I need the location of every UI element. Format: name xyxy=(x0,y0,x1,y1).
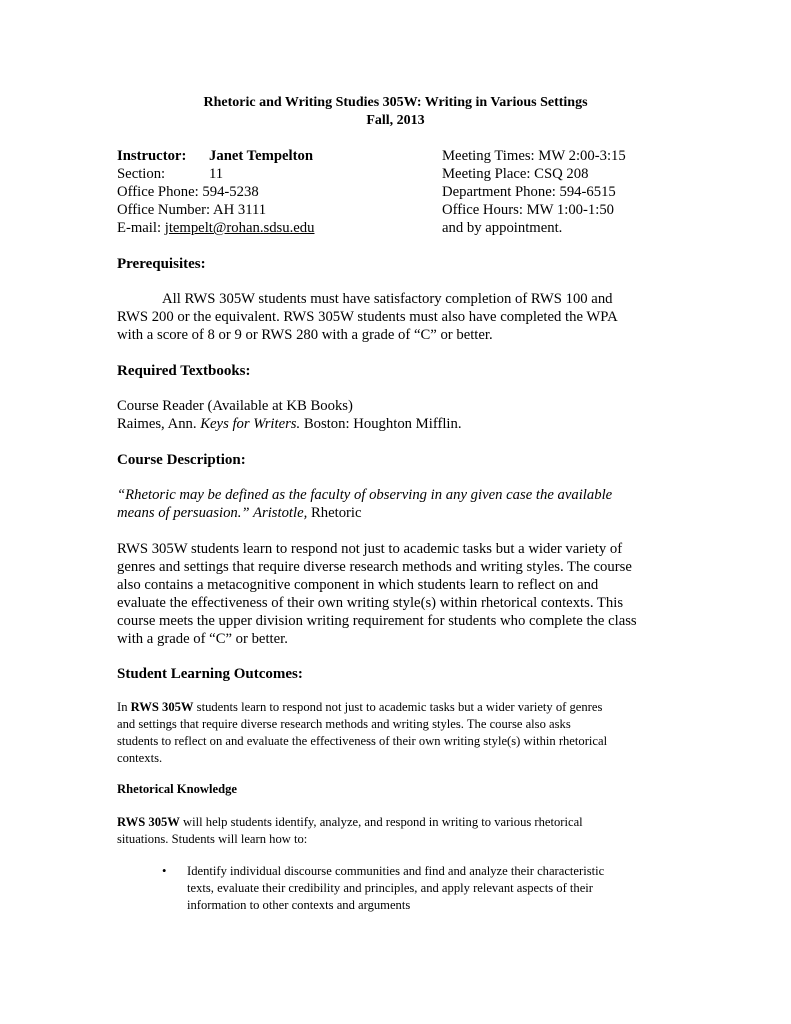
quote-line-2 xyxy=(117,504,362,522)
description-line-2: genres and settings that require diverse research methods and writing styles. The course xyxy=(117,559,632,575)
meeting-times: Meeting Times: MW 2:00-3:15 xyxy=(442,148,626,164)
textbooks-heading: Required Textbooks: xyxy=(117,363,251,379)
office-phone: Office Phone: 594-5238 xyxy=(117,184,259,200)
rhetorical-rest: will help students identify, analyze, and respond in writing to various rhetorical xyxy=(179,815,583,829)
email-row xyxy=(117,219,315,237)
document-title: Rhetoric and Writing Studies 305W: Writing in Various Settings xyxy=(203,95,588,110)
info-left xyxy=(117,147,315,237)
description-line-3: also contains a metacognitive component in which students learn to reflect on and xyxy=(117,577,599,593)
prerequisites-line-3: with a score of 8 or 9 or RWS 280 with a grade of “C” or better. xyxy=(117,327,493,343)
bullet-icon: • xyxy=(162,864,167,878)
section-row xyxy=(117,165,315,183)
textbook-author: Raimes, Ann. xyxy=(117,416,201,432)
instructor-label: Instructor: xyxy=(117,148,187,164)
quote-text: means of persuasion.” Aristotle, xyxy=(117,505,308,521)
document-term: Fall, 2013 xyxy=(366,113,425,128)
textbook-title: Keys for Writers. xyxy=(200,416,301,432)
rhetorical-line-1 xyxy=(117,814,583,831)
textbook-raimes xyxy=(117,415,462,433)
outcomes-line-1 xyxy=(117,699,602,716)
outcomes-line-3: students to reflect on and evaluate the effectiveness of their own writing style(s) within rhetorical xyxy=(117,734,608,748)
email-label: E-mail: xyxy=(117,220,165,236)
description-heading: Course Description: xyxy=(117,452,246,468)
quote-line-1: “Rhetoric may be defined as the faculty of observing in any given case the available xyxy=(117,487,613,503)
rhetorical-heading: Rhetorical Knowledge xyxy=(117,782,237,796)
description-line-4: evaluate the effectiveness of their own writing style(s) within rhetorical contexts. This xyxy=(117,595,624,611)
department-phone: Department Phone: 594-6515 xyxy=(442,184,616,200)
description-line-5: course meets the upper division writing requirement for students who complete the class xyxy=(117,613,637,629)
office-number: Office Number: AH 3111 xyxy=(117,202,267,218)
description-line-6: with a grade of “C” or better. xyxy=(117,631,288,647)
description-line-1: RWS 305W students learn to respond not just to academic tasks but a wider variety of xyxy=(117,541,623,557)
rhetorical-course-code: RWS 305W xyxy=(117,815,180,829)
office-hours: Office Hours: MW 1:00-1:50 xyxy=(442,202,615,218)
bullet-item-line-3: information to other contexts and arguments xyxy=(187,898,411,912)
textbook-course-reader: Course Reader (Available at KB Books) xyxy=(117,398,353,414)
rhetorical-line-2: situations. Students will learn how to: xyxy=(117,832,308,846)
prerequisites-line-1: All RWS 305W students must have satisfactory completion of RWS 100 and xyxy=(162,291,613,307)
instructor-row xyxy=(117,147,315,165)
outcomes-heading: Student Learning Outcomes: xyxy=(117,666,303,682)
outcomes-line-4: contexts. xyxy=(117,751,163,765)
section-label: Section: xyxy=(117,166,166,182)
info-right xyxy=(442,147,626,237)
meeting-place: Meeting Place: CSQ 208 xyxy=(442,166,589,182)
outcomes-prefix: In xyxy=(117,700,131,714)
bullet-item-line-2: texts, evaluate their credibility and principles, and apply relevant aspects of their xyxy=(187,881,594,895)
bullet-item-line-1: Identify individual discourse communities and find and analyze their characteristic xyxy=(187,864,605,878)
instructor-name: Janet Tempelton xyxy=(209,148,314,164)
section-value: 11 xyxy=(209,166,224,182)
outcomes-rest: students learn to respond not just to academic tasks but a wider variety of genres xyxy=(193,700,603,714)
outcomes-line-2: and settings that require diverse research methods and writing styles. The course also asks xyxy=(117,717,571,731)
textbook-publisher: Boston: Houghton Mifflin. xyxy=(300,416,462,432)
email-link[interactable]: jtempelt@rohan.sdsu.edu xyxy=(164,220,315,236)
appointment-note: and by appointment. xyxy=(442,220,563,236)
outcomes-course-code: RWS 305W xyxy=(130,700,194,714)
quote-source: Rhetoric xyxy=(307,505,362,521)
prerequisites-line-2: RWS 200 or the equivalent. RWS 305W students must also have completed the WPA xyxy=(117,309,618,325)
prerequisites-heading: Prerequisites: xyxy=(117,256,206,272)
